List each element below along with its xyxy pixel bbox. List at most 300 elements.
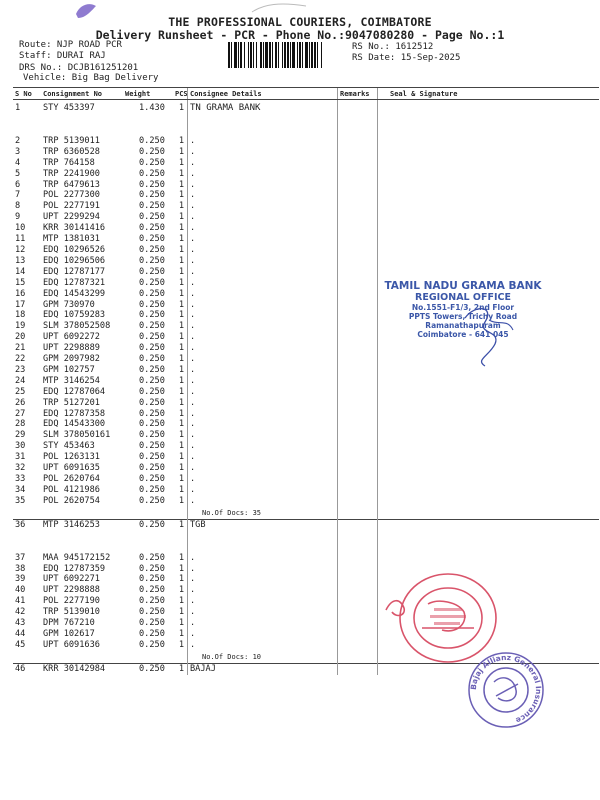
barcode-bar bbox=[302, 42, 303, 68]
barcode-bar bbox=[265, 42, 268, 68]
row-remarks bbox=[338, 365, 378, 376]
row-consignment-no: EDQ 12787321 bbox=[43, 277, 106, 288]
column-header-details: Consignee Details bbox=[188, 88, 338, 100]
row-weight: 0.250 bbox=[139, 430, 165, 441]
row-remarks bbox=[338, 300, 378, 311]
barcode-bar bbox=[250, 42, 252, 68]
row-consignment-no: GPM 2097982 bbox=[43, 354, 100, 365]
row-pcs: 1 bbox=[178, 495, 184, 506]
row-sno: 13 bbox=[15, 255, 26, 266]
row-seal bbox=[378, 519, 600, 530]
row-remarks bbox=[338, 463, 378, 474]
row-weight: 1.430 bbox=[139, 103, 165, 113]
row-consignee: . bbox=[188, 343, 338, 354]
row-consignee: . bbox=[188, 629, 338, 640]
row-consignment-no: POL 2620754 bbox=[43, 495, 100, 506]
row-remarks bbox=[338, 180, 378, 191]
row-consignment-no: TRP 764158 bbox=[43, 157, 95, 168]
row-consignment-no: POL 2620764 bbox=[43, 474, 100, 484]
row-pcs: 1 bbox=[178, 618, 184, 629]
row-consignee: . bbox=[188, 300, 338, 311]
docs-count: No.Of Docs: 10 bbox=[188, 651, 338, 664]
row-pcs: 1 bbox=[178, 607, 184, 618]
row-weight: 0.250 bbox=[139, 408, 165, 419]
row-consignee: . bbox=[188, 409, 338, 420]
table-row bbox=[13, 158, 599, 169]
row-weight: 0.250 bbox=[139, 299, 165, 310]
stamp-line-office: REGIONAL OFFICE bbox=[415, 292, 511, 303]
row-sno: 18 bbox=[15, 310, 26, 321]
stamp-line-address: No.1551-F1/3, 2nd Floor bbox=[411, 303, 515, 312]
row-consignee: . bbox=[188, 212, 338, 223]
rs-number: RS No.: 1612512 bbox=[352, 42, 434, 52]
row-weight: 0.250 bbox=[139, 386, 165, 397]
row-consignment-no: EDQ 14543299 bbox=[43, 288, 106, 299]
row-weight: 0.250 bbox=[139, 212, 165, 223]
row-seal bbox=[378, 419, 600, 430]
barcode-bar bbox=[311, 42, 313, 68]
row-consignee: . bbox=[188, 618, 338, 629]
handwritten-signature bbox=[455, 300, 525, 370]
row-consignment-no: MTP 3146254 bbox=[43, 375, 100, 386]
pen-scribble bbox=[250, 0, 310, 14]
row-pcs: 1 bbox=[178, 343, 184, 354]
table-row bbox=[13, 234, 599, 245]
row-sno: 6 bbox=[15, 179, 21, 190]
table-row bbox=[13, 212, 599, 223]
row-consignment-no: POL 4121986 bbox=[43, 484, 100, 495]
row-spacer bbox=[13, 531, 599, 553]
row-weight: 0.250 bbox=[139, 201, 165, 212]
row-remarks bbox=[338, 234, 378, 245]
row-seal bbox=[378, 463, 600, 474]
row-weight: 0.250 bbox=[139, 639, 165, 650]
row-pcs: 1 bbox=[178, 408, 184, 419]
row-weight: 0.250 bbox=[139, 343, 165, 354]
row-seal bbox=[378, 474, 600, 485]
row-pcs: 1 bbox=[178, 332, 184, 343]
row-seal bbox=[378, 245, 600, 256]
barcode-bar bbox=[248, 42, 249, 68]
row-consignee: . bbox=[188, 136, 338, 147]
table-row bbox=[13, 474, 599, 485]
row-remarks bbox=[338, 321, 378, 332]
row-pcs: 1 bbox=[178, 484, 184, 495]
row-consignment-no: TRP 6479613 bbox=[43, 179, 100, 190]
row-spacer bbox=[13, 114, 599, 136]
row-remarks bbox=[338, 212, 378, 223]
row-weight: 0.250 bbox=[139, 375, 165, 386]
docs-count: No.Of Docs: 35 bbox=[188, 507, 338, 520]
row-consignment-no: UPT 6091636 bbox=[43, 639, 100, 650]
row-consignee: . bbox=[188, 640, 338, 651]
row-seal bbox=[378, 190, 600, 201]
row-weight: 0.250 bbox=[139, 563, 165, 574]
row-consignment-no: MAA 945172152 bbox=[43, 552, 111, 563]
row-pcs: 1 bbox=[178, 639, 184, 650]
row-pcs: 1 bbox=[178, 157, 184, 168]
row-consignee: . bbox=[188, 321, 338, 332]
row-pcs: 1 bbox=[178, 474, 184, 484]
row-consignee: . bbox=[188, 147, 338, 158]
barcode-bar bbox=[231, 42, 232, 68]
row-consignee: . bbox=[188, 201, 338, 212]
row-remarks bbox=[338, 245, 378, 256]
row-weight: 0.250 bbox=[139, 157, 165, 168]
row-weight: 0.250 bbox=[139, 495, 165, 506]
row-consignment-no: UPT 6092271 bbox=[43, 574, 100, 585]
row-pcs: 1 bbox=[178, 386, 184, 397]
row-pcs: 1 bbox=[178, 244, 184, 255]
row-weight: 0.250 bbox=[123, 519, 173, 530]
row-weight: 0.250 bbox=[139, 364, 165, 375]
row-remarks bbox=[338, 136, 378, 147]
table-row bbox=[13, 387, 599, 398]
table-row bbox=[13, 256, 599, 267]
row-weight: 0.250 bbox=[139, 168, 165, 179]
row-pcs: 1 bbox=[178, 223, 184, 234]
row-pcs: 1 bbox=[178, 452, 184, 463]
row-weight: 0.250 bbox=[139, 574, 165, 585]
row-weight: 0.250 bbox=[123, 663, 173, 674]
row-consignment-no: TRP 5139011 bbox=[43, 135, 100, 146]
row-consignee: . bbox=[188, 278, 338, 289]
row-pcs: 1 bbox=[173, 519, 188, 530]
row-remarks bbox=[338, 474, 378, 485]
row-seal bbox=[378, 441, 600, 452]
row-seal bbox=[378, 223, 600, 234]
row-remarks bbox=[338, 430, 378, 441]
row-sno: 10 bbox=[15, 223, 26, 234]
table-header-row bbox=[13, 88, 599, 100]
table-row bbox=[13, 409, 599, 420]
column-header-sno: S No bbox=[13, 88, 41, 100]
barcode-bar bbox=[284, 42, 286, 68]
row-sno: 44 bbox=[15, 628, 26, 639]
barcode-bar bbox=[234, 42, 237, 68]
row-remarks bbox=[338, 519, 378, 530]
row-weight: 0.250 bbox=[139, 463, 165, 474]
table-row bbox=[13, 553, 599, 564]
row-remarks bbox=[338, 485, 378, 496]
row-remarks bbox=[338, 332, 378, 343]
row-remarks bbox=[338, 452, 378, 463]
row-sno: 5 bbox=[15, 168, 21, 179]
staff-label: Staff: DURAI RAJ bbox=[19, 51, 106, 61]
table-row bbox=[13, 136, 599, 147]
row-seal bbox=[378, 387, 600, 398]
row-sno: 40 bbox=[15, 585, 26, 596]
row-remarks bbox=[338, 278, 378, 289]
runsheet-table bbox=[13, 87, 599, 675]
row-pcs: 1 bbox=[178, 463, 184, 474]
row-consignee: . bbox=[188, 234, 338, 245]
row-sno: 37 bbox=[15, 552, 26, 563]
row-sno: 7 bbox=[15, 190, 21, 201]
row-remarks bbox=[338, 496, 378, 507]
row-consignment-no: EDQ 12787064 bbox=[43, 386, 106, 397]
barcode-bar bbox=[240, 42, 242, 68]
row-remarks bbox=[338, 387, 378, 398]
table-row bbox=[13, 629, 599, 640]
row-consignee: . bbox=[188, 398, 338, 409]
row-consignee: . bbox=[188, 256, 338, 267]
row-remarks bbox=[338, 310, 378, 321]
row-consignee: . bbox=[188, 158, 338, 169]
row-remarks bbox=[338, 256, 378, 267]
row-weight: 0.250 bbox=[139, 419, 165, 430]
row-seal bbox=[378, 100, 600, 114]
row-weight: 0.250 bbox=[139, 452, 165, 463]
row-weight: 0.250 bbox=[139, 146, 165, 157]
row-sno: 27 bbox=[15, 408, 26, 419]
row-weight: 0.250 bbox=[139, 288, 165, 299]
row-consignee: . bbox=[188, 574, 338, 585]
table-row bbox=[13, 419, 599, 430]
row-consignment-no: EDQ 10296526 bbox=[43, 244, 106, 255]
row-pcs: 1 bbox=[178, 574, 184, 585]
row-consignment-no: MTP 3146253 bbox=[41, 519, 123, 530]
row-seal bbox=[378, 136, 600, 147]
row-seal bbox=[378, 201, 600, 212]
row-pcs: 1 bbox=[178, 321, 184, 332]
row-sno: 28 bbox=[15, 419, 26, 430]
row-pcs: 1 bbox=[178, 234, 184, 245]
route-label: Route: NJP ROAD PCR bbox=[19, 40, 122, 50]
vehicle-label: Vehicle: Big Bag Delivery bbox=[23, 73, 159, 83]
barcode-bar bbox=[260, 42, 262, 68]
row-sno: 11 bbox=[15, 234, 26, 245]
barcode-bar bbox=[317, 42, 318, 68]
row-consignee: . bbox=[188, 585, 338, 596]
row-sno: 34 bbox=[15, 484, 26, 495]
table-row bbox=[13, 169, 599, 180]
row-remarks bbox=[338, 147, 378, 158]
row-consignment-no: GPM 102617 bbox=[43, 628, 95, 639]
row-remarks bbox=[338, 354, 378, 365]
row-consignment-no: POL 2277300 bbox=[43, 190, 100, 201]
row-pcs: 1 bbox=[178, 299, 184, 310]
row-consignment-no: POL 2277190 bbox=[43, 596, 100, 607]
row-weight: 0.250 bbox=[139, 277, 165, 288]
row-consignee: . bbox=[188, 169, 338, 180]
row-consignee: . bbox=[188, 564, 338, 575]
stamp-line-bank-name: TAMIL NADU GRAMA BANK bbox=[384, 280, 542, 292]
row-remarks bbox=[338, 376, 378, 387]
ink-mark bbox=[72, 0, 102, 22]
row-sno: 25 bbox=[15, 386, 26, 397]
row-weight: 0.250 bbox=[139, 441, 165, 452]
row-pcs: 1 bbox=[178, 441, 184, 452]
table-row bbox=[13, 223, 599, 234]
row-consignee: . bbox=[188, 452, 338, 463]
barcode-bar bbox=[292, 42, 295, 68]
row-consignee: BAJAJ bbox=[188, 663, 338, 674]
row-weight: 0.250 bbox=[139, 484, 165, 495]
row-consignment-no: EDQ 10759283 bbox=[43, 310, 106, 321]
row-seal bbox=[378, 212, 600, 223]
row-weight: 0.250 bbox=[139, 628, 165, 639]
row-sno: 35 bbox=[15, 495, 26, 506]
row-consignee: . bbox=[188, 267, 338, 278]
table-row bbox=[13, 496, 599, 507]
row-consignment-no: TRP 5139010 bbox=[43, 607, 100, 618]
row-sno: 19 bbox=[15, 321, 26, 332]
row-sno: 16 bbox=[15, 288, 26, 299]
row-sno: 42 bbox=[15, 607, 26, 618]
row-pcs: 1 bbox=[178, 397, 184, 408]
row-sno: 4 bbox=[15, 157, 21, 168]
table-row bbox=[13, 519, 599, 530]
row-weight: 0.250 bbox=[139, 397, 165, 408]
row-remarks bbox=[338, 607, 378, 618]
row-weight: 0.250 bbox=[139, 585, 165, 596]
row-remarks bbox=[338, 640, 378, 651]
row-pcs: 1 bbox=[178, 255, 184, 266]
row-consignment-no: TRP 2241900 bbox=[43, 168, 100, 179]
row-sno: 23 bbox=[15, 364, 26, 375]
row-pcs: 1 bbox=[178, 201, 184, 212]
row-weight: 0.250 bbox=[139, 354, 165, 365]
row-remarks bbox=[338, 267, 378, 278]
row-consignee: . bbox=[188, 190, 338, 201]
drs-number: DRS No.: DCJB161251201 bbox=[19, 63, 139, 73]
column-header-weight: Weight bbox=[123, 88, 173, 100]
table-row bbox=[13, 245, 599, 256]
row-weight: 0.250 bbox=[139, 321, 165, 332]
table-row bbox=[13, 607, 599, 618]
row-remarks bbox=[338, 409, 378, 420]
row-consignee: . bbox=[188, 485, 338, 496]
row-seal bbox=[378, 430, 600, 441]
row-weight: 0.250 bbox=[139, 179, 165, 190]
row-seal bbox=[378, 376, 600, 387]
row-pcs: 1 bbox=[178, 628, 184, 639]
docs-count-row bbox=[13, 507, 599, 520]
row-pcs: 1 bbox=[178, 103, 184, 113]
row-remarks bbox=[338, 596, 378, 607]
row-pcs: 1 bbox=[178, 375, 184, 386]
row-pcs: 1 bbox=[178, 354, 184, 365]
row-sno: 15 bbox=[15, 277, 26, 288]
column-header-seal: Seal & Signature bbox=[378, 88, 600, 100]
table-row bbox=[13, 585, 599, 596]
row-consignment-no: POL 1263131 bbox=[43, 452, 100, 463]
row-consignee: . bbox=[188, 496, 338, 507]
table-row bbox=[13, 376, 599, 387]
row-pcs: 1 bbox=[178, 310, 184, 321]
row-remarks bbox=[338, 223, 378, 234]
row-consignee: . bbox=[188, 365, 338, 376]
row-remarks bbox=[338, 289, 378, 300]
row-sno: 31 bbox=[15, 452, 26, 463]
row-pcs: 1 bbox=[178, 419, 184, 430]
row-seal bbox=[378, 496, 600, 507]
table-row bbox=[13, 618, 599, 629]
row-weight: 0.250 bbox=[139, 135, 165, 146]
column-header-pcs: PCS bbox=[175, 89, 188, 98]
row-consignment-no: GPM 102757 bbox=[43, 364, 95, 375]
barcode-bar bbox=[287, 42, 289, 68]
row-remarks bbox=[338, 441, 378, 452]
row-remarks bbox=[338, 574, 378, 585]
barcode-bar bbox=[244, 42, 245, 68]
table-row bbox=[13, 463, 599, 474]
row-consignment-no: POL 2277191 bbox=[43, 201, 100, 212]
row-sno: 20 bbox=[15, 332, 26, 343]
barcode-bar bbox=[275, 42, 277, 68]
row-consignment-no: SLM 378050161 bbox=[43, 430, 111, 441]
row-seal bbox=[378, 485, 600, 496]
row-sno: 38 bbox=[15, 563, 26, 574]
row-weight: 0.250 bbox=[139, 552, 165, 563]
row-consignee: . bbox=[188, 354, 338, 365]
row-consignee: . bbox=[188, 474, 338, 485]
row-consignee: . bbox=[188, 387, 338, 398]
row-consignment-no: TRP 5127201 bbox=[43, 397, 100, 408]
row-sno: 12 bbox=[15, 244, 26, 255]
row-consignee: . bbox=[188, 419, 338, 430]
row-remarks bbox=[338, 553, 378, 564]
table-row bbox=[13, 441, 599, 452]
barcode bbox=[228, 42, 349, 68]
row-consignment-no: KRR 30142984 bbox=[41, 663, 123, 674]
row-seal bbox=[378, 452, 600, 463]
row-consignment-no: UPT 2298889 bbox=[43, 343, 100, 354]
table-row bbox=[13, 180, 599, 191]
row-consignment-no: KRR 30141416 bbox=[43, 223, 106, 234]
row-sno: 1 bbox=[15, 103, 21, 113]
row-weight: 0.250 bbox=[139, 474, 165, 484]
stamp-line-area: Ramanathapuram bbox=[425, 321, 501, 330]
table-row bbox=[13, 452, 599, 463]
row-pcs: 1 bbox=[173, 663, 188, 674]
row-pcs: 1 bbox=[178, 596, 184, 607]
row-consignee: . bbox=[188, 376, 338, 387]
row-consignment-no: EDQ 12787358 bbox=[43, 408, 106, 419]
barcode-bar bbox=[282, 42, 283, 68]
row-pcs: 1 bbox=[178, 430, 184, 441]
row-seal bbox=[378, 267, 600, 278]
row-remarks bbox=[338, 663, 378, 674]
row-consignment-no: UPT 2299294 bbox=[43, 212, 100, 223]
row-weight: 0.250 bbox=[139, 223, 165, 234]
row-pcs: 1 bbox=[178, 190, 184, 201]
row-remarks bbox=[338, 169, 378, 180]
row-pcs: 1 bbox=[178, 277, 184, 288]
insurance-round-seal bbox=[466, 650, 546, 730]
stamp-line-building: PPTS Towers, Trichy Road bbox=[408, 312, 518, 321]
table-row bbox=[13, 147, 599, 158]
row-sno: 8 bbox=[15, 201, 21, 212]
row-weight: 0.250 bbox=[139, 310, 165, 321]
row-sno: 41 bbox=[15, 596, 26, 607]
row-consignee: TGB bbox=[188, 519, 338, 530]
row-sno: 33 bbox=[15, 474, 26, 484]
row-consignee: . bbox=[188, 332, 338, 343]
row-consignment-no: STY 453463 bbox=[43, 441, 95, 452]
row-consignment-no: GPM 730970 bbox=[43, 299, 95, 310]
row-sno: 14 bbox=[15, 266, 26, 277]
barcode-bar bbox=[228, 42, 230, 68]
row-weight: 0.250 bbox=[139, 190, 165, 201]
row-remarks bbox=[338, 158, 378, 169]
row-sno: 24 bbox=[15, 375, 26, 386]
row-seal bbox=[378, 398, 600, 409]
row-sno: 39 bbox=[15, 574, 26, 585]
row-weight: 0.250 bbox=[139, 266, 165, 277]
row-consignee: . bbox=[188, 607, 338, 618]
